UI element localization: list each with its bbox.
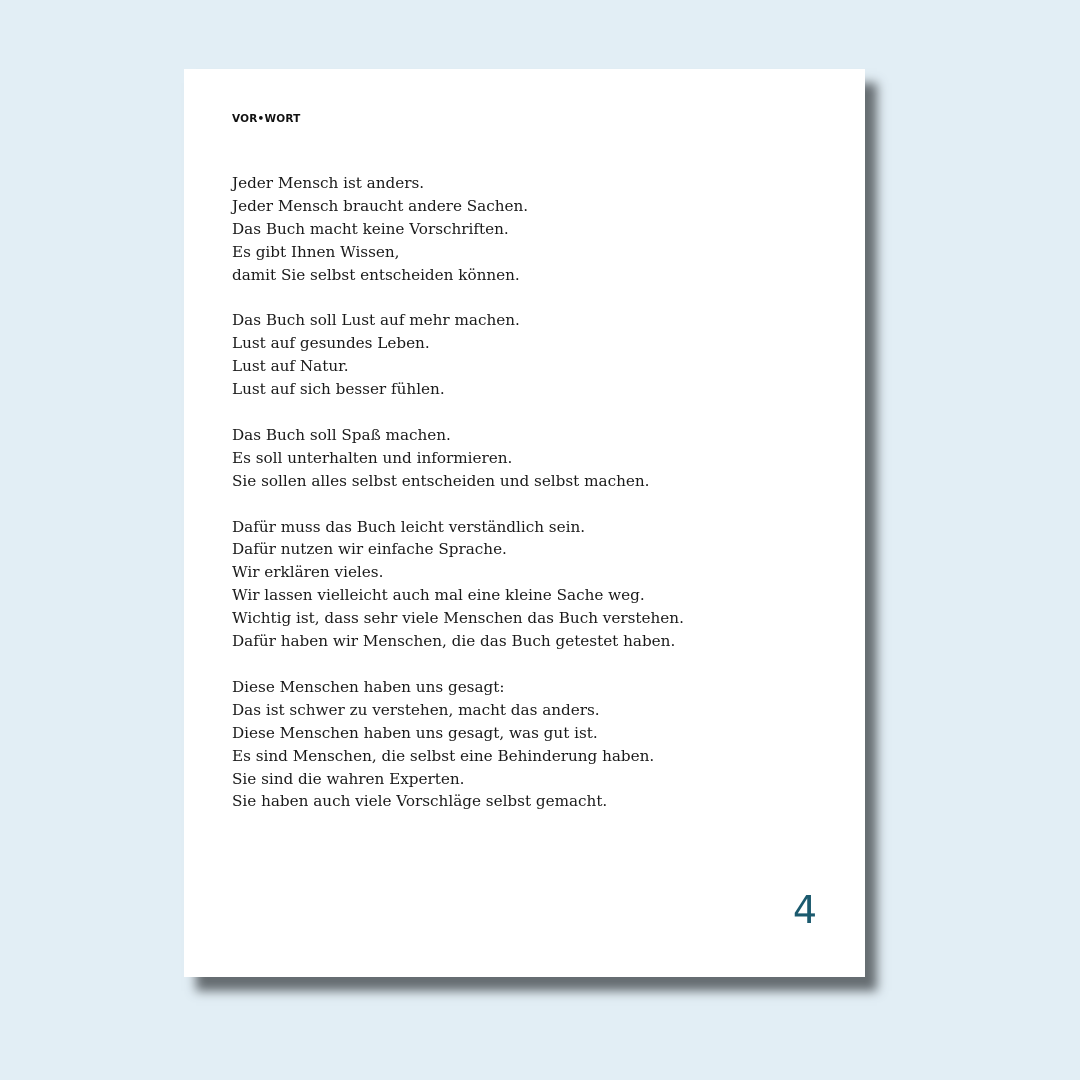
text-line: Es soll unterhalten und informieren. <box>232 448 513 467</box>
text-line: Dafür haben wir Menschen, die das Buch getestet haben. <box>232 632 676 651</box>
text-line: Das Buch soll Spaß machen. <box>232 425 451 444</box>
paragraph-3 <box>232 424 832 493</box>
text-line: Sie haben auch viele Vorschläge selbst gemacht. <box>232 792 608 811</box>
paragraph-1 <box>232 172 832 287</box>
text-line: Wichtig ist, dass sehr viele Menschen das Buch verstehen. <box>232 609 684 628</box>
text-line: Diese Menschen haben uns gesagt: <box>232 677 505 696</box>
text-line: damit Sie selbst entscheiden können. <box>232 265 520 284</box>
page-header: VOR•WORT <box>232 113 301 125</box>
text-line: Sie sind die wahren Experten. <box>232 769 465 788</box>
book-page <box>184 69 865 977</box>
paragraph-4 <box>232 516 832 653</box>
body-text <box>232 172 832 813</box>
text-line: Lust auf Natur. <box>232 357 349 376</box>
text-line: Jeder Mensch braucht andere Sachen. <box>232 196 529 215</box>
text-line: Jeder Mensch ist anders. <box>232 174 425 192</box>
text-line: Wir erklären vieles. <box>232 563 384 582</box>
text-line: Dafür muss das Buch leicht verständlich sein. <box>232 517 586 536</box>
text-line: Lust auf sich besser fühlen. <box>232 380 445 399</box>
text-line: Wir lassen vielleicht auch mal eine kleine Sache weg. <box>232 586 645 605</box>
text-line: Diese Menschen haben uns gesagt, was gut ist. <box>232 723 598 742</box>
page-number: 4 <box>792 888 817 932</box>
text-line: Das ist schwer zu verstehen, macht das anders. <box>232 700 600 719</box>
text-line: Sie sollen alles selbst entscheiden und selbst machen. <box>232 471 650 490</box>
paragraph-2 <box>232 309 832 401</box>
text-line: Dafür nutzen wir einfache Sprache. <box>232 540 507 559</box>
text-line: Das Buch macht keine Vorschriften. <box>232 219 509 238</box>
text-line: Es sind Menschen, die selbst eine Behinderung haben. <box>232 746 655 765</box>
text-line: Lust auf gesundes Leben. <box>232 334 430 353</box>
text-line: Das Buch soll Lust auf mehr machen. <box>232 311 520 330</box>
paragraph-5 <box>232 676 832 813</box>
text-line: Es gibt Ihnen Wissen, <box>232 242 400 261</box>
